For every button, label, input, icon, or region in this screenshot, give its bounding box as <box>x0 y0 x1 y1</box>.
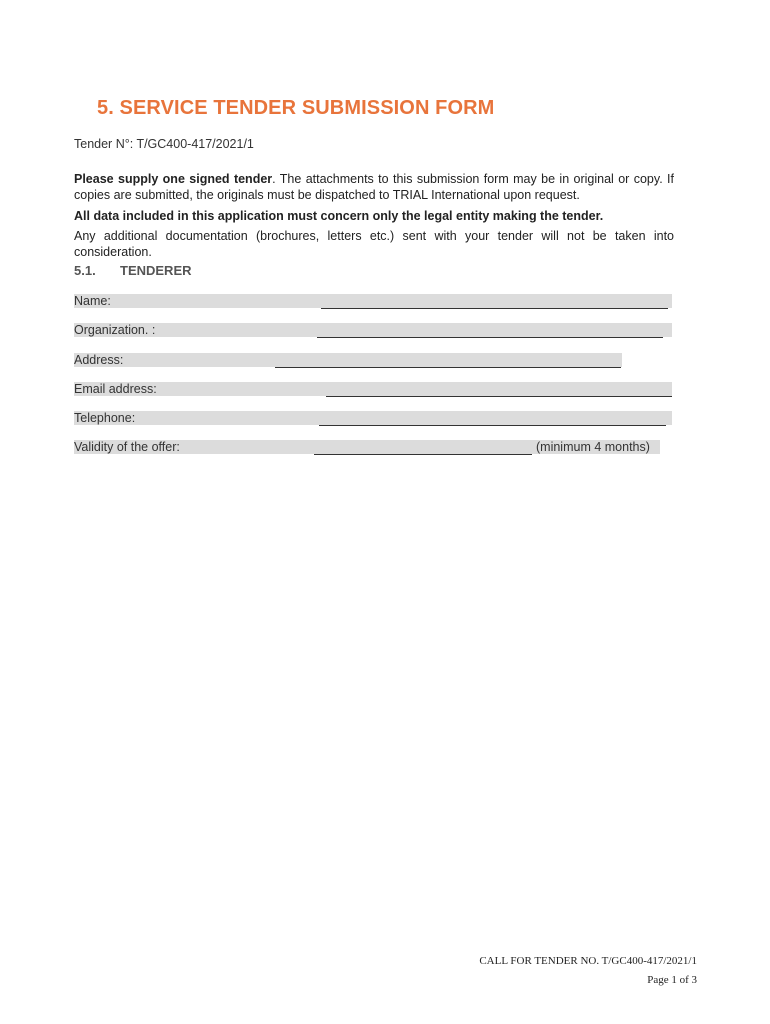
field-label: Email address: <box>74 382 157 396</box>
section-heading <box>74 263 192 278</box>
form-row-name <box>74 294 672 308</box>
organization-field[interactable] <box>317 323 663 338</box>
email-field[interactable] <box>326 382 672 397</box>
address-field[interactable] <box>275 353 621 368</box>
section-title: TENDERER <box>120 263 192 278</box>
footer-page-number: Page 1 of 3 <box>647 974 697 986</box>
form-row-address <box>74 353 622 367</box>
field-label: Name: <box>74 294 111 308</box>
telephone-field[interactable] <box>319 411 666 426</box>
instruction-text: . The attachments to this submission form may be in original or copy. If copies are submitted, the originals must be dispatched to TRIAL International upon request. <box>74 172 674 202</box>
name-field[interactable] <box>321 294 668 309</box>
form-row-email <box>74 382 672 396</box>
field-label: Telephone: <box>74 411 136 425</box>
form-row-validity <box>74 440 660 454</box>
instruction-paragraph-2: All data included in this application must concern only the legal entity making the tender. <box>74 209 604 223</box>
validity-suffix: (minimum 4 months) <box>536 440 650 454</box>
instruction-paragraph-1 <box>74 171 674 203</box>
form-row-organization <box>74 323 672 337</box>
footer-call-for-tender: CALL FOR TENDER NO. T/GC400-417/2021/1 <box>479 955 697 967</box>
instruction-paragraph-3: Any additional documentation (brochures, letters etc.) sent with your tender will not be taken into consideration. <box>74 229 674 259</box>
page-title: 5. SERVICE TENDER SUBMISSION FORM <box>97 97 495 119</box>
validity-field[interactable] <box>314 440 532 455</box>
field-label: Organization. : <box>74 323 156 337</box>
field-label: Validity of the offer: <box>74 440 180 454</box>
tender-number: Tender N°: T/GC400-417/2021/1 <box>74 137 254 151</box>
field-label: Address: <box>74 353 124 367</box>
instruction-bold: Please supply one signed tender <box>74 172 273 186</box>
form-row-telephone <box>74 411 672 425</box>
section-number: 5.1. <box>74 263 96 278</box>
